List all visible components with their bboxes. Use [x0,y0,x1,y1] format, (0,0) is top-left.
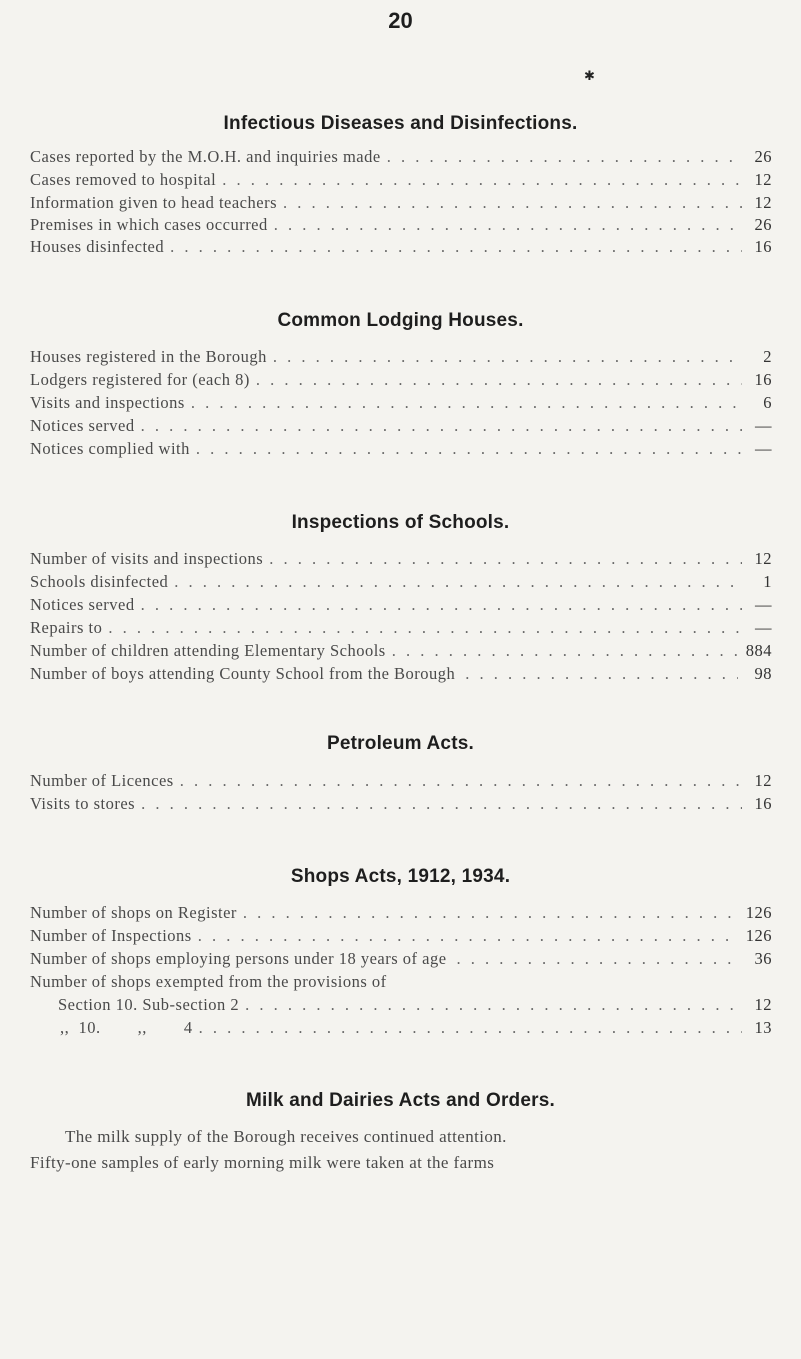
lodging-houses-heading: Common Lodging Houses. [277,310,524,331]
list-item: ,, 10. ,, 4 . . . 13 [60,1017,772,1039]
list-item: Section 10. Sub-section 2 . . . 12 [58,994,772,1016]
shops-acts-heading: Shops Acts, 1912, 1934. [290,866,511,887]
list-item: Premises in which cases occurred . . . 26 [30,214,772,236]
list-item: Number of shops on Register . . . 126 [30,902,772,924]
list-item: Houses disinfected . . . 16 [30,236,772,258]
list-item: Number of boys attending County School from the Borough . . . 98 [30,663,772,685]
list-item: Notices served . . . — [30,415,772,437]
list-item: Visits to stores . . . 16 [30,793,772,815]
list-item: Visits and inspections . . . 6 [30,392,772,414]
list-item: Cases removed to hospital . . . 12 [30,169,772,191]
list-item: Number of Inspections . . . 126 [30,925,772,947]
infectious-diseases-heading: Infectious Diseases and Disinfections. [223,113,578,134]
list-item: Cases reported by the M.O.H. and inquiries made . . . 26 [30,146,772,168]
milk-dairies-heading: Milk and Dairies Acts and Orders. [246,1090,555,1111]
milk-paragraph [30,1124,778,1176]
list-item: Number of shops employing persons under 18 years of age . . . 36 [30,948,772,970]
school-inspections-heading: Inspections of Schools. [291,512,510,533]
petroleum-acts-heading: Petroleum Acts. [327,733,474,754]
list-item: Schools disinfected . . . 1 [30,571,772,593]
list-item: Information given to head teachers . . . 12 [30,192,772,214]
list-item: Notices complied with . . . — [30,438,772,460]
milk-paragraph-line-2: Fifty-one samples of early morning milk were taken at the farms [30,1153,495,1172]
page-number: 20 [388,8,413,33]
milk-paragraph-line-1: The milk supply of the Borough receives continued attention. [65,1127,507,1146]
list-item: Number of visits and inspections . . . 12 [30,548,772,570]
list-item: Houses registered in the Borough . . . 2 [30,346,772,368]
list-item: Notices served . . . — [30,594,772,616]
list-item: Repairs to . . . — [30,617,772,639]
ink-mark-icon: ✱ [584,68,595,83]
list-item: Number of shops exempted from the provisions of [30,972,387,991]
list-item: Number of children attending Elementary Schools . . . 884 [30,640,772,662]
list-item: Number of Licences . . . 12 [30,770,772,792]
list-item: Lodgers registered for (each 8) . . . 16 [30,369,772,391]
